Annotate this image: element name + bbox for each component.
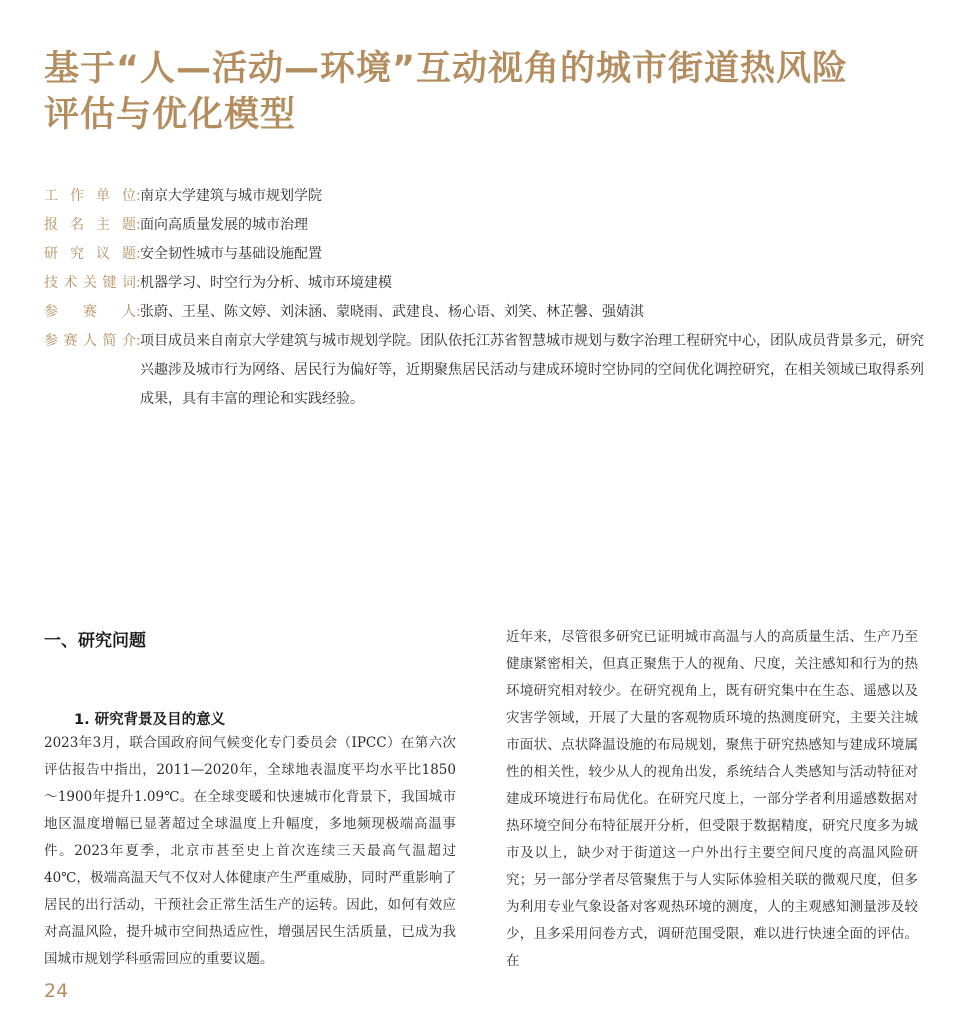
- meta-label: 技术关键词: [44, 275, 136, 291]
- meta-row-organization: 工作单位 : 南京大学建筑与城市规划学院: [44, 182, 934, 211]
- meta-row-participants: 参赛人 : 张蔚、王星、陈文婷、刘沫涵、蒙晓雨、武建良、杨心语、刘笑、林芷馨、强婧淇: [44, 298, 934, 327]
- meta-row-participant-bio: 参赛人简介 : 项目成员来自南京大学建筑与城市规划学院。团队依托江苏省智慧城市规划与数字治理工程研究中心，团队成员背景多元，研究兴趣涉及城市行为网络、居民行为偏好等，近期聚焦居民活动与建成环境时空协同的空间优化调控研究，在相关领域已取得系列成果，具有丰富的理论和实践经验。: [44, 327, 934, 414]
- meta-label: 报名主题: [44, 217, 136, 233]
- meta-row-theme: 报名主题 : 面向高质量发展的城市治理: [44, 211, 934, 240]
- meta-value: 南京大学建筑与城市规划学院: [140, 188, 322, 204]
- meta-value: 项目成员来自南京大学建筑与城市规划学院。团队依托江苏省智慧城市规划与数字治理工程研究中心，团队成员背景多元，研究兴趣涉及城市行为网络、居民行为偏好等，近期聚焦居民活动与建成环境时空协同的空间优化调控研究，在相关领域已取得系列成果，具有丰富的理论和实践经验。: [140, 333, 924, 407]
- meta-row-keywords: 技术关键词 : 机器学习、时空行为分析、城市环境建模: [44, 269, 934, 298]
- meta-row-topic: 研究议题 : 安全韧性城市与基础设施配置: [44, 240, 934, 269]
- sub-heading: 1. 研究背景及目的意义: [74, 712, 226, 728]
- meta-label: 工作单位: [44, 188, 136, 204]
- project-info-block: [44, 182, 934, 414]
- section-heading: 一、研究问题: [44, 631, 146, 651]
- meta-value: 机器学习、时空行为分析、城市环境建模: [140, 275, 392, 291]
- article-title-line-1: 基于“人—活动—环境”互动视角的城市街道热风险: [44, 49, 849, 89]
- meta-value: 张蔚、王星、陈文婷、刘沫涵、蒙晓雨、武建良、杨心语、刘笑、林芷馨、强婧淇: [140, 304, 644, 320]
- meta-label: 参赛人: [44, 304, 136, 320]
- article-title-line-2: 评估与优化模型: [44, 95, 297, 135]
- meta-label: 参赛人简介: [44, 333, 136, 349]
- page-number: 24: [44, 980, 69, 1002]
- article-title: [44, 46, 944, 138]
- meta-label: 研究议题: [44, 246, 136, 262]
- body-paragraph-left: 2023年3月，联合国政府间气候变化专门委员会（IPCC）在第六次评估报告中指出，2011—2020年，全球地表温度平均水平比1850～1900年提升1.09℃。在全球变暖和快速城市化背景下，我国城市地区温度增幅已显著超过全球温度上升幅度，多地频现极端高温事件。2023年夏季，北京市甚至史上首次连续三天最高气温超过40℃，极端高温天气不仅对人体健康产生严重威胁，同时严重影响了居民的出行活动，干预社会正常生活生产的运转。因此，如何有效应对高温风险，提升城市空间热适应性，增强居民生活质量，已成为我国城市规划学科亟需回应的重要议题。: [44, 735, 456, 967]
- meta-value: 安全韧性城市与基础设施配置: [140, 246, 322, 262]
- meta-value: 面向高质量发展的城市治理: [140, 217, 308, 233]
- body-paragraph-right: 近年来，尽管很多研究已证明城市高温与人的高质量生活、生产乃至健康紧密相关，但真正聚焦于人的视角、尺度，关注感知和行为的热环境研究相对较少。在研究视角上，既有研究集中在生态、遥感以及灾害学领域，开展了大量的客观物质环境的热测度研究，主要关注城市面状、点状降温设施的布局规划，聚焦于研究热感知与建成环境属性的相关性，较少从人的视角出发，系统结合人类感知与活动特征对建成环境进行布局优化。在研究尺度上，一部分学者利用遥感数据对热环境空间分布特征展开分析，但受限于数据精度，研究尺度多为城市及以上，缺少对于街道这一户外出行主要空间尺度的高温风险研究；另一部分学者尽管聚焦于与人实际体验相关联的微观尺度，但多为利用专业气象设备对客观热环境的测度，人的主观感知测量涉及较少，且多采用问卷方式，调研范围受限，难以进行快速全面的评估。在: [506, 629, 918, 969]
